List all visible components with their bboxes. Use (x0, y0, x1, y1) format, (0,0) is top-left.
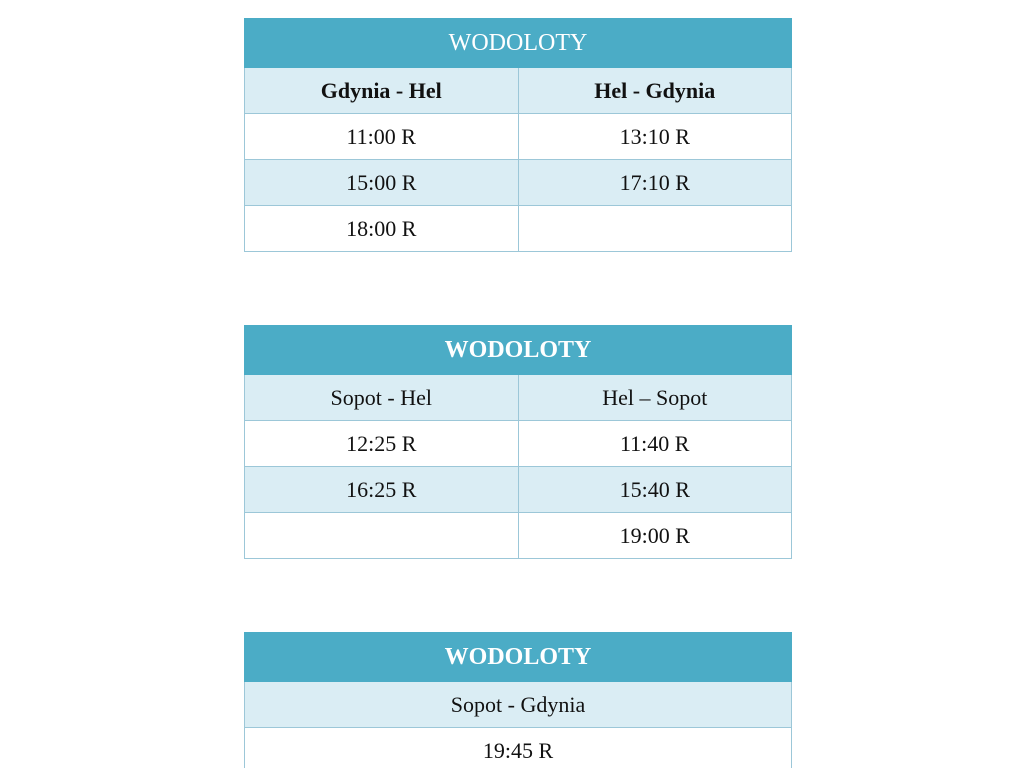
timetable-sopot-gdynia (244, 632, 792, 768)
column-header: Hel - Gdynia (518, 68, 792, 114)
departure-time: 13:10 R (518, 114, 792, 160)
column-header: Gdynia - Hel (245, 68, 519, 114)
table-header-row (245, 68, 792, 114)
table-title-row (245, 326, 792, 375)
column-header: Sopot - Hel (245, 375, 519, 421)
table-row (245, 728, 792, 768)
table-row (245, 421, 792, 467)
table-title-row (245, 19, 792, 68)
departure-time: 11:00 R (245, 114, 519, 160)
departure-time: 16:25 R (245, 467, 519, 513)
table-header-row (245, 375, 792, 421)
table-row (245, 160, 792, 206)
table-title: WODOLOTY (245, 633, 792, 682)
empty-cell (245, 513, 519, 559)
departure-time: 18:00 R (245, 206, 519, 252)
table-title-row (245, 633, 792, 682)
departure-time: 15:40 R (518, 467, 792, 513)
departure-time: 11:40 R (518, 421, 792, 467)
departure-time: 17:10 R (518, 160, 792, 206)
departure-time: 15:00 R (245, 160, 519, 206)
table-row (245, 467, 792, 513)
table-row (245, 206, 792, 252)
table-title: WODOLOTY (245, 326, 792, 375)
table-title: WODOLOTY (245, 19, 792, 68)
departure-time: 19:00 R (518, 513, 792, 559)
departure-time: 12:25 R (245, 421, 519, 467)
empty-cell (518, 206, 792, 252)
table-row (245, 513, 792, 559)
column-header: Hel – Sopot (518, 375, 792, 421)
departure-time: 19:45 R (245, 728, 792, 768)
column-header: Sopot - Gdynia (245, 682, 792, 728)
table-header-row (245, 682, 792, 728)
table-row (245, 114, 792, 160)
timetable-gdynia-hel (244, 18, 792, 252)
timetable-sopot-hel (244, 325, 792, 559)
